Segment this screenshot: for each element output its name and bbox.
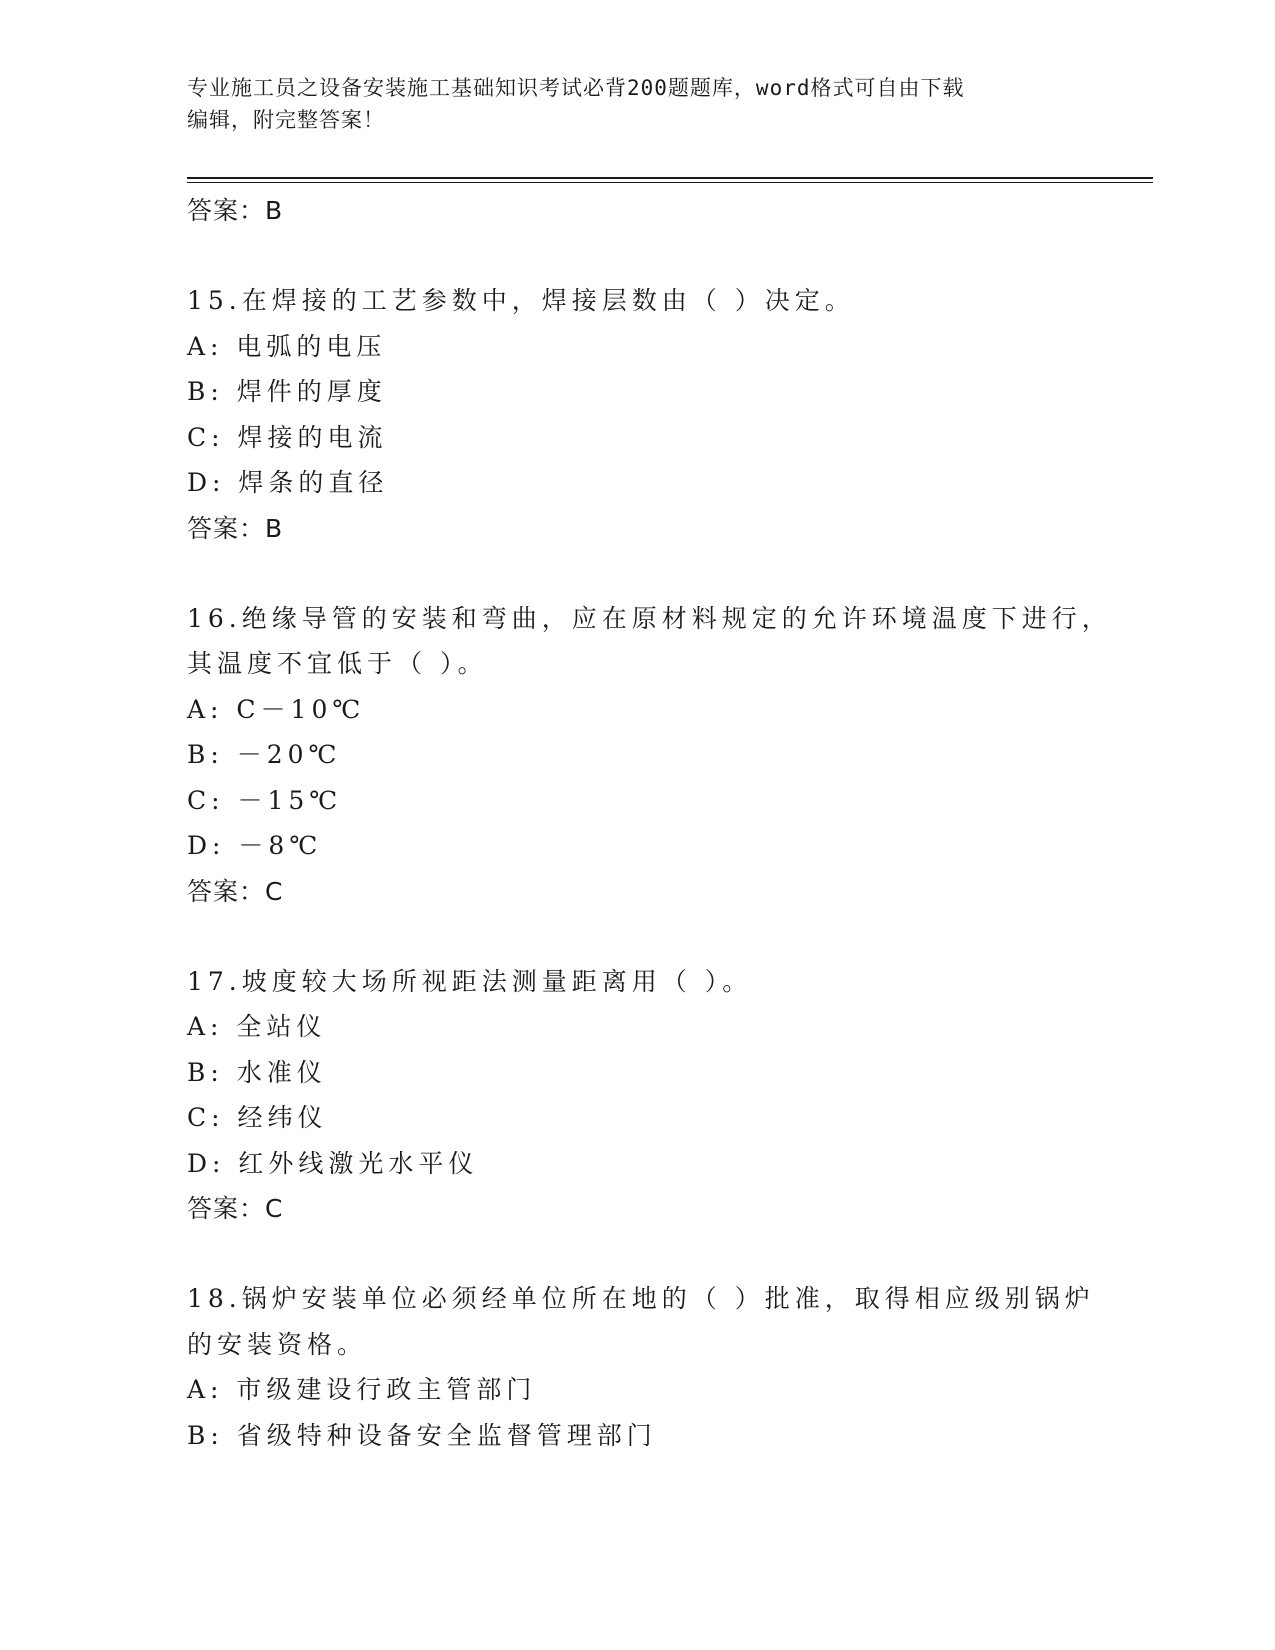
question-text: 15.在焊接的工艺参数中，焊接层数由（ ）决定。 [187, 286, 855, 315]
option-d: D: －8℃ [187, 831, 323, 860]
header-line-2: 编辑，附完整答案！ [187, 108, 385, 132]
option-a: A: 市级建设行政主管部门 [187, 1375, 537, 1404]
answer-line: 答案：C [187, 876, 284, 906]
header-rule-thin [187, 182, 1153, 183]
question-text: 18.锅炉安装单位必须经单位所在地的（ ）批准，取得相应级别锅炉 [187, 1284, 1095, 1313]
question-text: 17.坡度较大场所视距法测量距离用（ ）。 [187, 966, 753, 996]
option-a: A: 电弧的电压 [187, 331, 387, 361]
question-text-continued: 其温度不宜低于（ ）。 [187, 649, 488, 678]
question-18 [187, 1276, 1127, 1458]
option-b: B: －20℃ [187, 740, 342, 769]
option-a: A: 全站仪 [187, 1012, 327, 1041]
question-15 [187, 278, 1127, 552]
option-c: C: －15℃ [187, 785, 343, 815]
option-d: D: 红外线激光水平仪 [187, 1148, 479, 1178]
question-16 [187, 596, 1127, 915]
option-b: B: 省级特种设备安全监督管理部门 [187, 1420, 657, 1450]
answer-line: 答案：B [187, 513, 284, 543]
answer-line: 答案：B [187, 196, 284, 225]
question-text: 16.绝缘导管的安装和弯曲，应在原材料规定的允许环境温度下进行， [187, 603, 1112, 633]
option-c: C: 焊接的电流 [187, 422, 388, 452]
option-a: A: C－10℃ [187, 694, 366, 724]
option-d: D: 焊条的直径 [187, 468, 389, 497]
document-header [187, 72, 1087, 136]
question-text-continued: 的安装资格。 [187, 1329, 368, 1359]
option-b: B: 水准仪 [187, 1057, 327, 1087]
question-17 [187, 959, 1127, 1233]
header-line-1: 专业施工员之设备安装施工基础知识考试必背200题题库，word格式可自由下载 [187, 76, 965, 100]
answer-line: 答案：C [187, 1194, 284, 1223]
question-list [187, 188, 1127, 1458]
option-c: C: 经纬仪 [187, 1103, 328, 1132]
option-b: B: 焊件的厚度 [187, 377, 387, 406]
header-rule-thick [187, 177, 1153, 179]
